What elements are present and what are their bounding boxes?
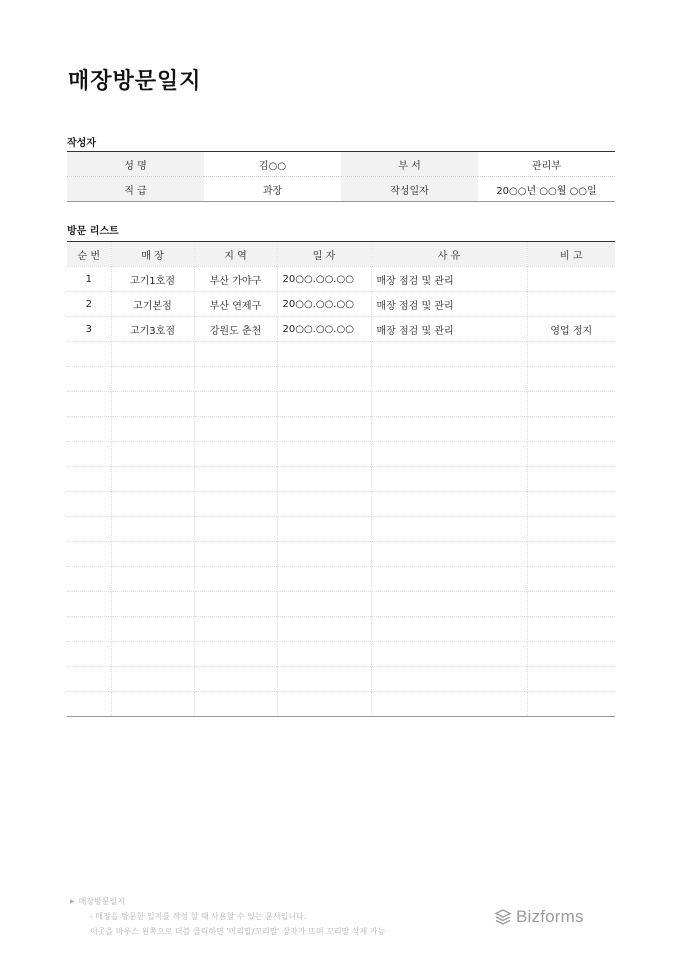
empty-cell — [527, 467, 615, 492]
col-header-note: 비 고 — [527, 242, 615, 267]
empty-cell — [111, 342, 194, 367]
empty-cell — [371, 492, 527, 517]
empty-cell — [111, 442, 194, 467]
empty-cell — [67, 592, 111, 617]
empty-cell — [194, 542, 277, 567]
logo-text: Bizforms — [516, 907, 584, 926]
table-header-row — [67, 242, 615, 267]
table-row — [67, 292, 615, 317]
empty-cell — [527, 517, 615, 542]
empty-cell — [111, 492, 194, 517]
empty-cell — [67, 342, 111, 367]
empty-cell — [277, 567, 371, 592]
empty-cell — [111, 642, 194, 667]
cell-date: 20○○.○○.○○ — [277, 267, 371, 292]
empty-table-row — [67, 442, 615, 467]
empty-cell — [67, 367, 111, 392]
empty-cell — [527, 567, 615, 592]
author-row — [67, 177, 615, 202]
department-value: 관리부 — [532, 160, 561, 172]
empty-cell — [194, 392, 277, 417]
empty-cell — [371, 542, 527, 567]
empty-cell — [277, 542, 371, 567]
visit-list-table — [67, 241, 615, 717]
empty-cell — [277, 467, 371, 492]
empty-cell — [527, 492, 615, 517]
empty-cell — [527, 342, 615, 367]
triangle-bullet-icon: ▶ — [70, 898, 75, 905]
empty-cell — [527, 692, 615, 717]
cell-region: 부산 가야구 — [194, 267, 277, 292]
empty-cell — [371, 367, 527, 392]
empty-cell — [194, 467, 277, 492]
empty-cell — [67, 417, 111, 442]
empty-cell — [67, 392, 111, 417]
empty-cell — [67, 542, 111, 567]
bizforms-logo — [494, 907, 584, 927]
empty-table-row — [67, 417, 615, 442]
cell-reason: 매장 점검 및 관리 — [371, 267, 527, 292]
empty-cell — [371, 467, 527, 492]
empty-cell — [194, 367, 277, 392]
empty-cell — [371, 667, 527, 692]
empty-cell — [67, 467, 111, 492]
empty-cell — [277, 492, 371, 517]
empty-cell — [371, 567, 527, 592]
col-header-date: 일 자 — [277, 242, 371, 267]
empty-cell — [111, 567, 194, 592]
author-section-label: 작성자 — [67, 138, 96, 149]
empty-cell — [277, 392, 371, 417]
empty-cell — [527, 417, 615, 442]
empty-cell — [194, 342, 277, 367]
empty-cell — [111, 367, 194, 392]
empty-table-row — [67, 467, 615, 492]
empty-cell — [67, 667, 111, 692]
empty-cell — [527, 542, 615, 567]
page-title: 매장방문일지 — [68, 69, 202, 94]
empty-cell — [277, 617, 371, 642]
empty-cell — [277, 667, 371, 692]
empty-cell — [527, 367, 615, 392]
empty-cell — [111, 667, 194, 692]
empty-table-row — [67, 392, 615, 417]
empty-table-row — [67, 367, 615, 392]
cell-note: 영업 정지 — [527, 317, 615, 342]
empty-cell — [371, 342, 527, 367]
empty-table-row — [67, 542, 615, 567]
empty-table-row — [67, 667, 615, 692]
col-header-reason: 사 유 — [371, 242, 527, 267]
col-header-number: 순 번 — [67, 242, 111, 267]
empty-cell — [277, 417, 371, 442]
table-row — [67, 317, 615, 342]
empty-cell — [194, 417, 277, 442]
empty-cell — [111, 417, 194, 442]
empty-cell — [527, 392, 615, 417]
cell-region: 강원도 춘천 — [194, 317, 277, 342]
author-row — [67, 152, 615, 177]
footer — [70, 894, 385, 939]
empty-cell — [194, 642, 277, 667]
cell-region: 부산 연제구 — [194, 292, 277, 317]
empty-cell — [277, 592, 371, 617]
empty-cell — [527, 442, 615, 467]
empty-cell — [111, 542, 194, 567]
empty-cell — [371, 592, 527, 617]
empty-table-row — [67, 642, 615, 667]
empty-table-row — [67, 617, 615, 642]
empty-cell — [371, 442, 527, 467]
cell-date: 20○○.○○.○○ — [277, 317, 371, 342]
empty-cell — [277, 367, 371, 392]
empty-cell — [527, 592, 615, 617]
empty-cell — [194, 617, 277, 642]
cell-date: 20○○.○○.○○ — [277, 292, 371, 317]
empty-cell — [194, 667, 277, 692]
col-header-region: 지 역 — [194, 242, 277, 267]
visit-section-label: 방문 리스트 — [67, 226, 119, 237]
department-label: 부 서 — [341, 152, 478, 177]
empty-cell — [67, 517, 111, 542]
empty-table-row — [67, 592, 615, 617]
empty-cell — [67, 492, 111, 517]
footer-line-2: 이곳을 마우스 왼쪽으로 더블 클릭하면 '머리말/꼬리말' 상자가 뜨며 꼬리말 삭제 가능 — [90, 927, 386, 936]
empty-cell — [111, 467, 194, 492]
footer-line-1: - 매장을 방문한 일지를 작성 할 때 사용할 수 있는 문서입니다. — [90, 912, 307, 921]
empty-cell — [194, 692, 277, 717]
cell-number: 1 — [67, 267, 111, 292]
cell-store: 고기1호점 — [111, 267, 194, 292]
empty-cell — [67, 567, 111, 592]
empty-cell — [194, 567, 277, 592]
cell-store: 고기본점 — [111, 292, 194, 317]
cell-note — [527, 292, 615, 317]
layers-icon — [494, 908, 512, 926]
empty-cell — [194, 517, 277, 542]
empty-cell — [67, 617, 111, 642]
empty-cell — [527, 617, 615, 642]
date-value: 20○○년 ○○월 ○○일 — [478, 177, 615, 202]
empty-cell — [67, 442, 111, 467]
empty-cell — [371, 692, 527, 717]
cell-reason: 매장 점검 및 관리 — [371, 292, 527, 317]
name-value: 김○○ — [258, 160, 287, 172]
empty-cell — [371, 417, 527, 442]
rank-label: 직 급 — [67, 177, 204, 202]
empty-cell — [111, 692, 194, 717]
empty-cell — [111, 617, 194, 642]
author-info-table — [67, 151, 615, 202]
empty-cell — [371, 517, 527, 542]
empty-cell — [371, 642, 527, 667]
empty-cell — [277, 692, 371, 717]
empty-cell — [111, 392, 194, 417]
cell-number: 3 — [67, 317, 111, 342]
empty-cell — [111, 592, 194, 617]
empty-table-row — [67, 492, 615, 517]
cell-note — [527, 267, 615, 292]
cell-store: 고기3호점 — [111, 317, 194, 342]
empty-table-row — [67, 692, 615, 717]
empty-cell — [277, 517, 371, 542]
empty-cell — [371, 392, 527, 417]
cell-number: 2 — [67, 292, 111, 317]
empty-table-row — [67, 342, 615, 367]
footer-title: 매장방문일지 — [78, 897, 125, 906]
empty-cell — [277, 442, 371, 467]
empty-cell — [194, 442, 277, 467]
empty-cell — [194, 592, 277, 617]
date-label: 작성일자 — [341, 177, 478, 202]
empty-cell — [194, 492, 277, 517]
empty-cell — [67, 642, 111, 667]
empty-cell — [277, 642, 371, 667]
empty-table-row — [67, 517, 615, 542]
empty-cell — [527, 667, 615, 692]
cell-reason: 매장 점검 및 관리 — [371, 317, 527, 342]
name-label: 성 명 — [67, 152, 204, 177]
empty-cell — [67, 692, 111, 717]
col-header-store: 매 장 — [111, 242, 194, 267]
empty-cell — [277, 342, 371, 367]
rank-value: 과장 — [204, 177, 341, 202]
empty-cell — [371, 617, 527, 642]
table-row — [67, 267, 615, 292]
empty-cell — [111, 517, 194, 542]
empty-cell — [527, 642, 615, 667]
empty-table-row — [67, 567, 615, 592]
